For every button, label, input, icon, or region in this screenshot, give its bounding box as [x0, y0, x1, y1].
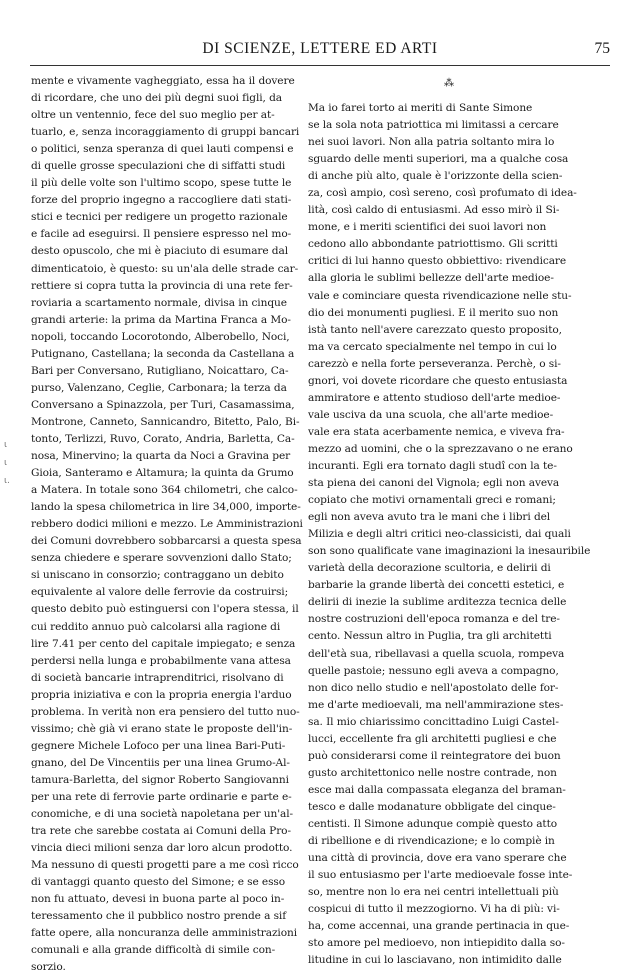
text-line: vale e cominciare questa rivendicazione nelle stu-: [308, 289, 572, 302]
text-line: tra rete che sarebbe costata ai Comuni della Pro-: [31, 825, 291, 838]
text-line: Milizia e degli altri critici neo-classicisti, dai quali: [308, 528, 571, 541]
text-line: il suo entusiasmo per l'arte medioevale fosse inte-: [308, 869, 573, 882]
text-line: nopoli, toccando Locorotondo, Alberobello, Noci,: [31, 330, 290, 343]
text-line: forze del proprio ingegno a raccogliere dati stati-: [31, 194, 292, 207]
text-line: critici di lui hanno questo obbiettivo: rivendicare: [308, 255, 567, 268]
text-line: oltre un ventennio, fece del suo meglio per at-: [31, 109, 275, 122]
text-line: mone, e i meriti scientifici dei suoi lavori non: [308, 221, 547, 234]
text-line: gnori, voi dovete ricordare che questo entusiasta: [308, 374, 568, 387]
text-line: gegnere Michele Lofoco per una linea Bari-Puti-: [31, 739, 286, 752]
text-line: sto amore pel medioevo, non intiepidito dalla so-: [308, 937, 565, 950]
text-line: comunali e alla grande difficoltà di simile con-: [31, 944, 276, 957]
page-header: [30, 40, 610, 62]
text-line: alla gloria le sublimi bellezze dell'arte medioe-: [308, 272, 554, 285]
text-line: o politici, senza speranza di quei lauti compensi e: [31, 143, 294, 156]
text-line: conomiche, e di una società napoletana per un'al-: [31, 808, 294, 821]
text-line: za, così ampio, così sereno, così profumato di idea-: [308, 187, 577, 200]
text-line: di vantaggi quanto questo del Simone; e se esso: [31, 876, 286, 889]
text-line: cospicui di tutto il mezzogiorno. Vi ha di più: vi-: [308, 903, 560, 916]
text-line: lire 7.41 per cento del capitale impiegato; e senza: [31, 637, 296, 650]
text-line: e facile ad eseguirsi. Il pensiere espresso nel mo-: [31, 228, 292, 241]
text-line: rettiere si copra tutta la provincia di una rete fer-: [31, 279, 293, 292]
text-line: nosa, Minervino; la quarta da Noci a Gravina per: [31, 450, 291, 463]
text-line: se la sola nota patriottica mi limitassi a cercare: [308, 119, 559, 132]
text-line: tonto, Terlizzi, Ruvo, Corato, Andria, Barletta, Ca-: [31, 432, 295, 445]
text-line: copiato che motivi ornamentali greci e romani;: [308, 494, 556, 507]
margin-mark: ι: [4, 458, 8, 468]
right-column: [308, 73, 590, 969]
text-line: cui reddito annuo può calcolarsi alla ragione di: [31, 620, 281, 633]
text-line: non dico nello studio e nell'apostolato delle for-: [308, 681, 559, 694]
text-line: può considerarsi come il reintegratore dei buon: [308, 749, 561, 762]
text-line: Conversano a Spinazzola, per Turi, Casamassima,: [31, 398, 295, 411]
text-line: dell'età sua, ribellavasi a quella scuola, rompeva: [308, 647, 565, 660]
text-line: vale era stata acerbamente nemica, e viveva fra-: [308, 425, 565, 438]
text-line: problema. In verità non era pensiero del tutto nuo-: [31, 705, 300, 718]
text-line: desto opuscolo, che mi è piaciuto di esumare dal: [31, 245, 288, 258]
text-line: teressamento che il pubblico nostro prende a sif: [31, 910, 287, 923]
text-line: gusto architettonico nelle nostre contrade, non: [308, 766, 557, 779]
text-line: ma va cercato specialmente nel tempo in cui lo: [308, 340, 557, 353]
text-line: questo debito può estinguersi con l'opera stessa, il: [31, 603, 299, 616]
text-line: dio dei monumenti pugliesi. E il merito suo non: [308, 306, 559, 319]
text-line: vissimo; chè già vi erano state le proposte dell'in-: [31, 722, 293, 735]
text-line: Montrone, Canneto, Sannicandro, Bitetto, Palo, Bi-: [31, 415, 300, 428]
text-line: perdersi nella lunga e probabilmente vana attesa: [31, 654, 291, 667]
text-line: ammiratore e attento studioso dell'arte medioe-: [308, 391, 561, 404]
text-line: istà tanto nell'avere carezzato questo proposito,: [308, 323, 562, 336]
text-line: a Matera. In totale sono 364 chilometri, che calco-: [31, 484, 298, 497]
text-line: grandi arterie: la prima da Martina Franca a Mo-: [31, 313, 291, 326]
text-line: sguardo delle menti superiori, ma a qualche cosa: [308, 153, 569, 166]
header-rule: [30, 65, 610, 66]
text-line: barbarie la grande libertà dei concetti estetici, e: [308, 579, 565, 592]
text-line: quelle pastoie; nessuno egli aveva a compagno,: [308, 664, 559, 677]
text-line: tesco e dalle modanature obbligate del cinque-: [308, 800, 556, 813]
text-line: roviaria a scartamento normale, divisa in cinque: [31, 296, 287, 309]
text-line: nostre costruzioni dell'epoca romanza e del tre-: [308, 613, 560, 626]
text-line: propria iniziativa e con la propria energia l'arduo: [31, 688, 292, 701]
text-line: fatte opere, alla noncuranza delle amministrazioni: [31, 927, 298, 940]
text-line: si uniscano in consorzio; contraggano un debito: [31, 569, 284, 582]
text-line: centisti. Il Simone adunque compiè questo atto: [308, 817, 558, 830]
text-line: vale usciva da una scuola, che all'arte medioe-: [308, 408, 554, 421]
text-line: incuranti. Egli era tornato dagli studî con la te-: [308, 459, 557, 472]
text-line: per una rete di ferrovie parte ordinarie e parte e-: [31, 790, 292, 803]
text-line: equivalente al valore delle ferrovie da costruirsi;: [31, 586, 289, 599]
text-line: tuarlo, e, senza incoraggiamento di gruppi bancari: [31, 126, 300, 139]
text-line: vincia dieci milioni senza dar loro alcun prodotto.: [31, 842, 293, 855]
text-line: delirii di inezie la sublime arditezza tecnica delle: [308, 596, 567, 609]
text-line: di quelle grosse speculazioni che di siffatti studi: [31, 160, 286, 173]
section-separator: ⁂: [444, 78, 454, 89]
text-line: varietà della decorazione scultoria, e delirii di: [308, 562, 551, 575]
text-line: carezzò e nella forte perseveranza. Perchè, o si-: [308, 357, 561, 370]
text-line: dei Comuni dovrebbero sobbarcarsi a questa spesa: [31, 535, 302, 548]
text-line: rebbero dodici milioni e mezzo. Le Amministrazioni: [31, 518, 303, 531]
text-line: so, mentre non lo era nei centri intellettuali più: [308, 886, 559, 899]
text-line: lucci, eccellente fra gli architetti pugliesi e che: [308, 732, 557, 745]
text-line: stici e tecnici per redigere un progetto razionale: [31, 211, 288, 224]
text-line: sa. Il mio chiarissimo concittadino Luigi Castel-: [308, 715, 559, 728]
text-line: di anche più alto, quale è l'orizzonte della scien-: [308, 170, 563, 183]
text-line: di ricordare, che uno dei più degni suoi figli, da: [31, 92, 282, 105]
text-line: non fu attuato, devesi in buona parte al poco in-: [31, 893, 285, 906]
text-line: ha, come accennai, una grande pertinacia in que-: [308, 920, 570, 933]
text-line: Ma io farei torto ai meriti di Sante Simone: [308, 102, 533, 114]
text-line: Putignano, Castellana; la seconda da Castellana a: [31, 347, 295, 360]
text-line: cento. Nessun altro in Puglia, tra gli architetti: [308, 630, 552, 643]
text-line: sorzio.: [31, 961, 66, 974]
page-number: 75: [594, 40, 610, 57]
text-line: son sono qualificate vane imaginazioni la inesauribile: [308, 545, 590, 558]
text-line: esce mai dalla compassata eleganza del braman-: [308, 783, 566, 796]
text-line: sta piena dei canoni del Vignola; egli non aveva: [308, 477, 560, 490]
text-line: me d'arte medioevali, ma nell'ammirazione stes-: [308, 698, 564, 711]
text-line: il più delle volte son l'ultimo scopo, spese tutte le: [31, 177, 292, 190]
text-line: cedono allo abbondante patriottismo. Gli scritti: [308, 238, 558, 251]
text-line: Ma nessuno di questi progetti pare a me così ricco: [31, 859, 299, 872]
text-line: una città di provincia, dove era vano sperare che: [308, 852, 567, 865]
margin-mark: ι: [4, 440, 8, 450]
text-line: Bari per Conversano, Rutigliano, Noicattaro, Ca-: [31, 364, 289, 377]
text-line: Gioia, Santeramo e Altamura; la quinta da Grumo: [31, 467, 294, 480]
text-line: tamura-Barletta, del signor Roberto Sangiovanni: [31, 773, 289, 786]
text-line: dimenticatoio, è questo: su un'ala delle strade car-: [31, 262, 299, 275]
text-line: nei suoi lavori. Non alla patria soltanto mira lo: [308, 136, 555, 149]
text-line: senza chiedere e sperare sovvenzioni dallo Stato;: [31, 552, 292, 565]
text-line: mezzo ad uomini, che o la sprezzavano o ne erano: [308, 442, 573, 455]
text-line: lando la spesa chilometrica in lire 34,000, importe-: [31, 501, 301, 514]
text-line: litudine in cui lo lasciavano, non intimidito dalle: [308, 954, 562, 967]
margin-mark: ι.: [4, 476, 10, 486]
text-line: di ribellione e di rivendicazione; e lo compiè in: [308, 835, 555, 848]
text-line: purso, Valenzano, Ceglie, Carbonara; la terza da: [31, 381, 287, 394]
text-line: lità, così caldo di entusiasmi. Ad esso mirò il Si-: [308, 204, 560, 217]
running-title: DI SCIENZE, LETTERE ED ARTI: [202, 40, 438, 57]
text-line: gnano, del De Vincentiis per una linea Grumo-Al-: [31, 756, 290, 769]
text-line: di società bancarie intraprenditrici, risolvano di: [31, 671, 284, 684]
text-line: mente e vivamente vagheggiato, essa ha il dovere: [31, 75, 295, 87]
text-line: egli non aveva avuto tra le mani che i libri del: [308, 511, 551, 524]
left-column: [31, 73, 313, 976]
